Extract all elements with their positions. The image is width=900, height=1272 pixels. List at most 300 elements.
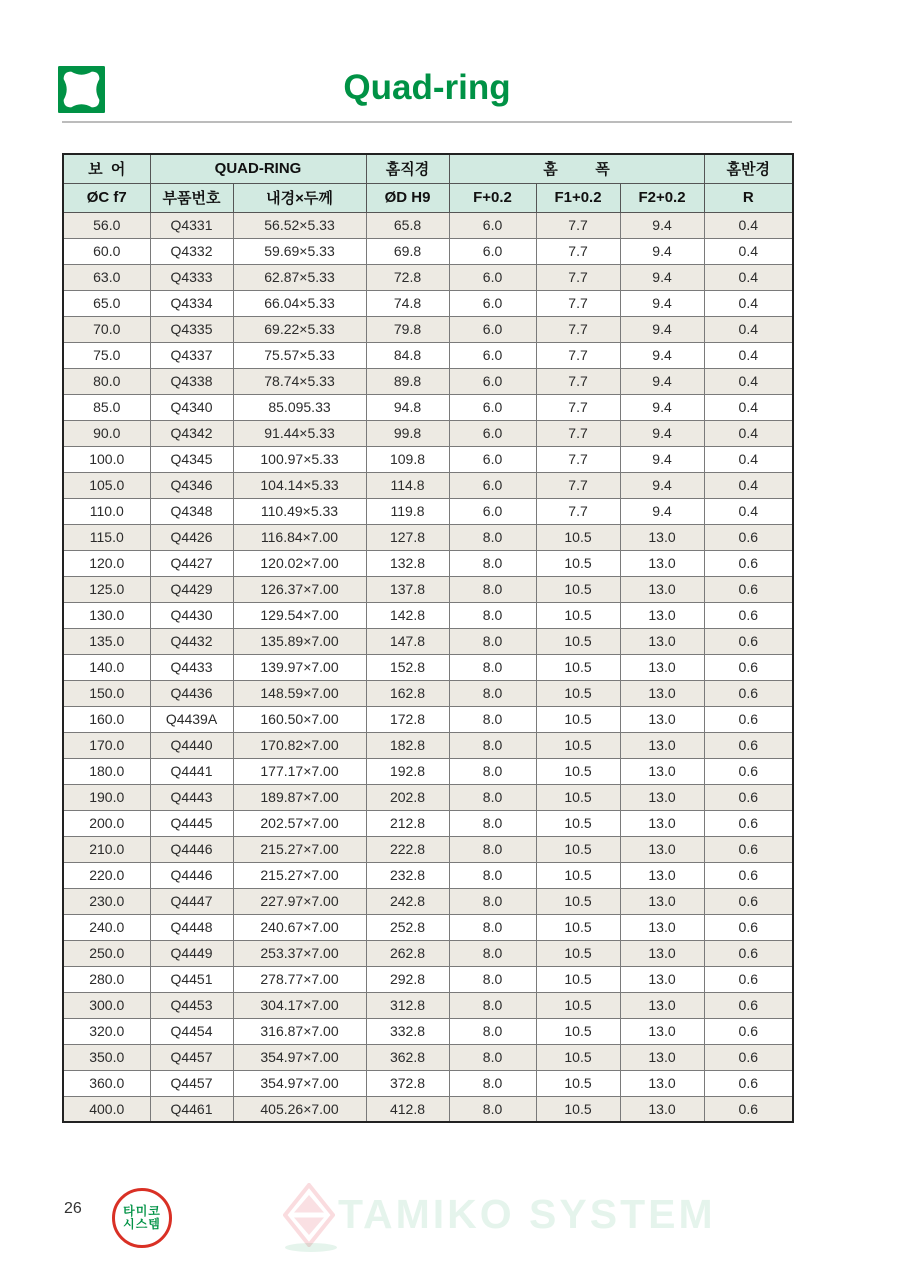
cell-bore: 300.0	[63, 992, 150, 1018]
cell-r: 0.6	[704, 914, 793, 940]
header-f1: F1+0.2	[536, 183, 620, 212]
table-row	[63, 368, 793, 394]
cell-part-number: Q4446	[150, 862, 233, 888]
cell-r: 0.4	[704, 342, 793, 368]
cell-r: 0.4	[704, 238, 793, 264]
cell-bore: 360.0	[63, 1070, 150, 1096]
cell-r: 0.6	[704, 1018, 793, 1044]
cell-bore: 110.0	[63, 498, 150, 524]
cell-f: 8.0	[449, 914, 536, 940]
cell-part-number: Q4445	[150, 810, 233, 836]
table-row	[63, 290, 793, 316]
table-row	[63, 472, 793, 498]
cell-id-thickness: 160.50×7.00	[233, 706, 366, 732]
stamp-text-line2: 시스템	[123, 1217, 161, 1231]
cell-bore: 70.0	[63, 316, 150, 342]
cell-r: 0.6	[704, 1096, 793, 1122]
cell-part-number: Q4429	[150, 576, 233, 602]
cell-f1: 10.5	[536, 810, 620, 836]
cell-bore: 65.0	[63, 290, 150, 316]
cell-f1: 10.5	[536, 706, 620, 732]
cell-f2: 13.0	[620, 706, 704, 732]
cell-groove-diameter: 262.8	[366, 940, 449, 966]
cell-groove-diameter: 84.8	[366, 342, 449, 368]
cell-id-thickness: 240.67×7.00	[233, 914, 366, 940]
cell-id-thickness: 354.97×7.00	[233, 1070, 366, 1096]
table-row	[63, 888, 793, 914]
cell-f2: 13.0	[620, 836, 704, 862]
cell-r: 0.4	[704, 498, 793, 524]
cell-f2: 9.4	[620, 472, 704, 498]
cell-f: 8.0	[449, 888, 536, 914]
table-row	[63, 316, 793, 342]
table-row	[63, 810, 793, 836]
header-groove-radius-group: 홈반경	[704, 154, 793, 183]
cell-f1: 10.5	[536, 758, 620, 784]
cell-f2: 9.4	[620, 368, 704, 394]
cell-f1: 10.5	[536, 862, 620, 888]
page-number: 26	[64, 1200, 82, 1217]
cell-f1: 10.5	[536, 732, 620, 758]
cell-part-number: Q4345	[150, 446, 233, 472]
cell-id-thickness: 104.14×5.33	[233, 472, 366, 498]
cell-f1: 7.7	[536, 420, 620, 446]
cell-f2: 13.0	[620, 1044, 704, 1070]
header-bore-group: 보 어	[63, 154, 150, 183]
cell-part-number: Q4441	[150, 758, 233, 784]
cell-groove-diameter: 109.8	[366, 446, 449, 472]
cell-f2: 9.4	[620, 212, 704, 238]
cell-groove-diameter: 172.8	[366, 706, 449, 732]
cell-f: 8.0	[449, 940, 536, 966]
cell-f2: 9.4	[620, 394, 704, 420]
cell-id-thickness: 253.37×7.00	[233, 940, 366, 966]
cell-groove-diameter: 292.8	[366, 966, 449, 992]
cell-bore: 60.0	[63, 238, 150, 264]
cell-f: 8.0	[449, 758, 536, 784]
cell-f2: 9.4	[620, 316, 704, 342]
cell-bore: 130.0	[63, 602, 150, 628]
cell-groove-diameter: 332.8	[366, 1018, 449, 1044]
cell-f2: 13.0	[620, 862, 704, 888]
cell-f1: 10.5	[536, 836, 620, 862]
cell-r: 0.4	[704, 290, 793, 316]
cell-f1: 10.5	[536, 550, 620, 576]
table-row	[63, 602, 793, 628]
cell-f1: 10.5	[536, 1018, 620, 1044]
cell-bore: 240.0	[63, 914, 150, 940]
cell-f: 8.0	[449, 966, 536, 992]
cell-r: 0.6	[704, 862, 793, 888]
cell-groove-diameter: 362.8	[366, 1044, 449, 1070]
cell-f: 8.0	[449, 602, 536, 628]
cell-bore: 180.0	[63, 758, 150, 784]
cell-id-thickness: 85.095.33	[233, 394, 366, 420]
cell-part-number: Q4342	[150, 420, 233, 446]
cell-groove-diameter: 89.8	[366, 368, 449, 394]
cell-f2: 13.0	[620, 914, 704, 940]
cell-groove-diameter: 312.8	[366, 992, 449, 1018]
cell-groove-diameter: 137.8	[366, 576, 449, 602]
cell-part-number: Q4337	[150, 342, 233, 368]
cell-r: 0.4	[704, 264, 793, 290]
cell-r: 0.4	[704, 420, 793, 446]
cell-f2: 13.0	[620, 628, 704, 654]
cell-part-number: Q4433	[150, 654, 233, 680]
cell-part-number: Q4331	[150, 212, 233, 238]
cell-f: 6.0	[449, 342, 536, 368]
cell-id-thickness: 139.97×7.00	[233, 654, 366, 680]
cell-f1: 10.5	[536, 602, 620, 628]
cell-f: 6.0	[449, 264, 536, 290]
cell-r: 0.6	[704, 836, 793, 862]
cell-id-thickness: 75.57×5.33	[233, 342, 366, 368]
cell-groove-diameter: 132.8	[366, 550, 449, 576]
table-row	[63, 680, 793, 706]
cell-f: 8.0	[449, 628, 536, 654]
cell-part-number: Q4448	[150, 914, 233, 940]
cell-f2: 9.4	[620, 420, 704, 446]
cell-id-thickness: 59.69×5.33	[233, 238, 366, 264]
cell-f: 6.0	[449, 472, 536, 498]
cell-r: 0.6	[704, 680, 793, 706]
cell-part-number: Q4436	[150, 680, 233, 706]
header-groove-width-group: 홈 폭	[449, 154, 704, 183]
cell-bore: 200.0	[63, 810, 150, 836]
cell-id-thickness: 120.02×7.00	[233, 550, 366, 576]
cell-r: 0.6	[704, 654, 793, 680]
cell-r: 0.6	[704, 992, 793, 1018]
cell-f: 8.0	[449, 810, 536, 836]
cell-part-number: Q4335	[150, 316, 233, 342]
table-row	[63, 862, 793, 888]
cell-f2: 9.4	[620, 238, 704, 264]
cell-bore: 115.0	[63, 524, 150, 550]
cell-id-thickness: 91.44×5.33	[233, 420, 366, 446]
table-row	[63, 758, 793, 784]
header-r: R	[704, 183, 793, 212]
cell-groove-diameter: 147.8	[366, 628, 449, 654]
cell-f2: 13.0	[620, 524, 704, 550]
cell-f: 8.0	[449, 1070, 536, 1096]
cell-groove-diameter: 412.8	[366, 1096, 449, 1122]
cell-f: 6.0	[449, 238, 536, 264]
cell-part-number: Q4449	[150, 940, 233, 966]
cell-groove-diameter: 242.8	[366, 888, 449, 914]
header-f: F+0.2	[449, 183, 536, 212]
cell-r: 0.6	[704, 1070, 793, 1096]
cell-bore: 150.0	[63, 680, 150, 706]
cell-id-thickness: 227.97×7.00	[233, 888, 366, 914]
cell-id-thickness: 129.54×7.00	[233, 602, 366, 628]
cell-f1: 10.5	[536, 992, 620, 1018]
cell-f2: 9.4	[620, 342, 704, 368]
cell-groove-diameter: 119.8	[366, 498, 449, 524]
cell-f: 8.0	[449, 1018, 536, 1044]
cell-bore: 160.0	[63, 706, 150, 732]
cell-bore: 80.0	[63, 368, 150, 394]
header-groove-dia-dim: ØD H9	[366, 183, 449, 212]
cell-f2: 13.0	[620, 732, 704, 758]
cell-groove-diameter: 142.8	[366, 602, 449, 628]
cell-part-number: Q4453	[150, 992, 233, 1018]
cell-f2: 13.0	[620, 966, 704, 992]
cell-groove-diameter: 222.8	[366, 836, 449, 862]
table-row	[63, 342, 793, 368]
cell-groove-diameter: 252.8	[366, 914, 449, 940]
cell-r: 0.4	[704, 446, 793, 472]
cell-part-number: Q4454	[150, 1018, 233, 1044]
cell-bore: 230.0	[63, 888, 150, 914]
cell-id-thickness: 78.74×5.33	[233, 368, 366, 394]
cell-f1: 7.7	[536, 212, 620, 238]
cell-f2: 13.0	[620, 1096, 704, 1122]
cell-bore: 100.0	[63, 446, 150, 472]
cell-r: 0.4	[704, 368, 793, 394]
cell-f1: 7.7	[536, 394, 620, 420]
table-row	[63, 264, 793, 290]
cell-id-thickness: 148.59×7.00	[233, 680, 366, 706]
cell-f2: 13.0	[620, 602, 704, 628]
cell-r: 0.4	[704, 316, 793, 342]
cell-bore: 85.0	[63, 394, 150, 420]
cell-id-thickness: 304.17×7.00	[233, 992, 366, 1018]
cell-groove-diameter: 182.8	[366, 732, 449, 758]
table-row	[63, 914, 793, 940]
cell-bore: 125.0	[63, 576, 150, 602]
cell-bore: 280.0	[63, 966, 150, 992]
cell-bore: 350.0	[63, 1044, 150, 1070]
table-row	[63, 498, 793, 524]
cell-f2: 13.0	[620, 576, 704, 602]
header-bore-dim: ØC f7	[63, 183, 150, 212]
cell-f: 8.0	[449, 576, 536, 602]
cell-part-number: Q4430	[150, 602, 233, 628]
cell-groove-diameter: 94.8	[366, 394, 449, 420]
cell-part-number: Q4332	[150, 238, 233, 264]
table-row	[63, 940, 793, 966]
table-body	[63, 212, 793, 1122]
cell-f1: 10.5	[536, 654, 620, 680]
table-row	[63, 1018, 793, 1044]
cell-part-number: Q4457	[150, 1070, 233, 1096]
cell-f1: 7.7	[536, 290, 620, 316]
cell-r: 0.6	[704, 784, 793, 810]
cell-bore: 170.0	[63, 732, 150, 758]
cell-groove-diameter: 152.8	[366, 654, 449, 680]
cell-f2: 13.0	[620, 1070, 704, 1096]
cell-r: 0.6	[704, 706, 793, 732]
cell-part-number: Q4338	[150, 368, 233, 394]
cell-groove-diameter: 114.8	[366, 472, 449, 498]
cell-part-number: Q4446	[150, 836, 233, 862]
cell-r: 0.4	[704, 472, 793, 498]
cell-f1: 10.5	[536, 524, 620, 550]
table-row	[63, 576, 793, 602]
cell-f: 8.0	[449, 524, 536, 550]
cell-bore: 90.0	[63, 420, 150, 446]
cell-bore: 140.0	[63, 654, 150, 680]
table-row	[63, 446, 793, 472]
cell-r: 0.6	[704, 732, 793, 758]
table-header-row-groups	[63, 154, 793, 183]
watermark-diamond-logo-icon	[283, 1183, 335, 1247]
cell-bore: 210.0	[63, 836, 150, 862]
cell-f1: 10.5	[536, 628, 620, 654]
cell-r: 0.6	[704, 888, 793, 914]
cell-id-thickness: 110.49×5.33	[233, 498, 366, 524]
cell-groove-diameter: 72.8	[366, 264, 449, 290]
cell-bore: 220.0	[63, 862, 150, 888]
table-row	[63, 1096, 793, 1122]
table-row	[63, 238, 793, 264]
cell-f2: 9.4	[620, 446, 704, 472]
cell-groove-diameter: 127.8	[366, 524, 449, 550]
cell-f: 8.0	[449, 836, 536, 862]
cell-id-thickness: 62.87×5.33	[233, 264, 366, 290]
page-title: Quad-ring	[343, 68, 511, 107]
cell-id-thickness: 177.17×7.00	[233, 758, 366, 784]
cell-part-number: Q4443	[150, 784, 233, 810]
cell-part-number: Q4432	[150, 628, 233, 654]
cell-groove-diameter: 192.8	[366, 758, 449, 784]
header-groove-diameter-group: 홈직경	[366, 154, 449, 183]
cell-id-thickness: 215.27×7.00	[233, 862, 366, 888]
cell-f2: 13.0	[620, 940, 704, 966]
cell-f2: 13.0	[620, 784, 704, 810]
cell-f: 8.0	[449, 784, 536, 810]
cell-bore: 75.0	[63, 342, 150, 368]
header-id-thickness: 내경×두께	[233, 183, 366, 212]
cell-f: 8.0	[449, 654, 536, 680]
cell-f1: 7.7	[536, 446, 620, 472]
cell-f: 6.0	[449, 420, 536, 446]
cell-groove-diameter: 65.8	[366, 212, 449, 238]
cell-id-thickness: 66.04×5.33	[233, 290, 366, 316]
table-row	[63, 420, 793, 446]
cell-r: 0.6	[704, 940, 793, 966]
cell-f1: 10.5	[536, 576, 620, 602]
cell-r: 0.6	[704, 966, 793, 992]
table-row	[63, 394, 793, 420]
cell-f1: 7.7	[536, 316, 620, 342]
cell-groove-diameter: 212.8	[366, 810, 449, 836]
cell-r: 0.4	[704, 212, 793, 238]
cell-bore: 105.0	[63, 472, 150, 498]
cell-bore: 250.0	[63, 940, 150, 966]
table-row	[63, 1044, 793, 1070]
header-f2: F2+0.2	[620, 183, 704, 212]
cell-part-number: Q4440	[150, 732, 233, 758]
cell-id-thickness: 100.97×5.33	[233, 446, 366, 472]
watermark-text: TAMIKO SYSTEM	[338, 1191, 716, 1237]
cell-f1: 7.7	[536, 342, 620, 368]
cell-f: 8.0	[449, 706, 536, 732]
cell-f2: 9.4	[620, 498, 704, 524]
cell-f1: 7.7	[536, 238, 620, 264]
cell-id-thickness: 202.57×7.00	[233, 810, 366, 836]
cell-r: 0.6	[704, 1044, 793, 1070]
cell-part-number: Q4348	[150, 498, 233, 524]
header-part-number: 부품번호	[150, 183, 233, 212]
cell-r: 0.6	[704, 810, 793, 836]
cell-f2: 13.0	[620, 654, 704, 680]
stamp-text-line1: 타미코	[123, 1204, 161, 1218]
cell-part-number: Q4451	[150, 966, 233, 992]
cell-f1: 7.7	[536, 368, 620, 394]
table-row	[63, 784, 793, 810]
cell-f1: 10.5	[536, 784, 620, 810]
cell-f: 6.0	[449, 394, 536, 420]
quad-ring-spec-table	[62, 153, 794, 1123]
cell-bore: 400.0	[63, 1096, 150, 1122]
cell-part-number: Q4439A	[150, 706, 233, 732]
table-row	[63, 966, 793, 992]
cell-f: 8.0	[449, 1096, 536, 1122]
cell-id-thickness: 126.37×7.00	[233, 576, 366, 602]
table-row	[63, 732, 793, 758]
cell-f1: 10.5	[536, 914, 620, 940]
company-stamp	[112, 1188, 172, 1248]
cell-id-thickness: 354.97×7.00	[233, 1044, 366, 1070]
cell-f: 6.0	[449, 446, 536, 472]
watermark-ellipse	[285, 1243, 337, 1252]
cell-r: 0.6	[704, 524, 793, 550]
cell-f2: 13.0	[620, 758, 704, 784]
cell-part-number: Q4346	[150, 472, 233, 498]
cell-f1: 7.7	[536, 472, 620, 498]
cell-f2: 13.0	[620, 550, 704, 576]
cell-f2: 13.0	[620, 1018, 704, 1044]
cell-bore: 120.0	[63, 550, 150, 576]
cell-bore: 190.0	[63, 784, 150, 810]
cell-r: 0.6	[704, 628, 793, 654]
cell-id-thickness: 170.82×7.00	[233, 732, 366, 758]
cell-f: 6.0	[449, 368, 536, 394]
cell-groove-diameter: 99.8	[366, 420, 449, 446]
cell-id-thickness: 215.27×7.00	[233, 836, 366, 862]
table-row	[63, 836, 793, 862]
cell-f1: 10.5	[536, 940, 620, 966]
cell-f1: 7.7	[536, 264, 620, 290]
cell-part-number: Q4340	[150, 394, 233, 420]
document-header	[62, 62, 792, 122]
cell-f: 8.0	[449, 550, 536, 576]
cell-id-thickness: 405.26×7.00	[233, 1096, 366, 1122]
cell-f1: 7.7	[536, 498, 620, 524]
cell-part-number: Q4334	[150, 290, 233, 316]
table-row	[63, 654, 793, 680]
cell-f1: 10.5	[536, 1070, 620, 1096]
cell-f2: 13.0	[620, 810, 704, 836]
table-header	[63, 154, 793, 212]
cell-part-number: Q4461	[150, 1096, 233, 1122]
cell-groove-diameter: 79.8	[366, 316, 449, 342]
table-row	[63, 628, 793, 654]
title-divider	[62, 121, 792, 123]
cell-f: 6.0	[449, 498, 536, 524]
cell-id-thickness: 278.77×7.00	[233, 966, 366, 992]
cell-groove-diameter: 202.8	[366, 784, 449, 810]
cell-part-number: Q4426	[150, 524, 233, 550]
cell-bore: 320.0	[63, 1018, 150, 1044]
cell-r: 0.6	[704, 550, 793, 576]
cell-f1: 10.5	[536, 680, 620, 706]
cell-f1: 10.5	[536, 1096, 620, 1122]
table-row	[63, 550, 793, 576]
cell-r: 0.6	[704, 602, 793, 628]
table-row	[63, 212, 793, 238]
